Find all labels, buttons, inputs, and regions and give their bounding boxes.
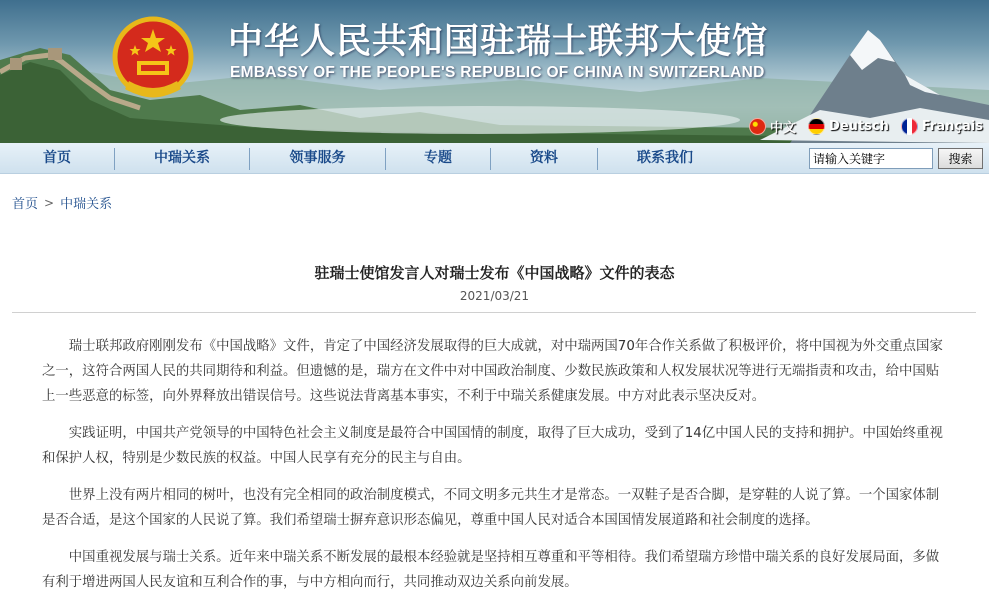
article-title: 驻瑞士使馆发言人对瑞士发布《中国战略》文件的表态 (314, 264, 675, 282)
language-label: Deutsch (829, 119, 889, 134)
article-body (42, 334, 947, 592)
language-label: 中文 (770, 121, 797, 136)
search-input[interactable] (809, 148, 933, 169)
article-date: 2021/03/21 (459, 289, 530, 303)
search-button[interactable]: 搜索 (938, 148, 983, 169)
embassy-title-english: EMBASSY OF THE PEOPLE'S REPUBLIC OF CHINA IN SWITZERLAND (230, 64, 765, 81)
header-banner (0, 0, 989, 143)
nav-item-consular-services[interactable]: 领事服务 (289, 150, 346, 166)
france-flag-icon (901, 118, 918, 135)
breadcrumb-home-link[interactable]: 首页 (12, 197, 39, 212)
national-emblem-logo (111, 15, 196, 105)
language-german-link[interactable] (808, 118, 889, 135)
breadcrumb (12, 193, 112, 212)
article-paragraph: 实践证明，中国共产党领导的中国特色社会主义制度是最符合中国国情的制度，取得了巨大成功，受到了14亿中国人民的支持和拥护。中国始终重视和保护人权，特别是少数民族的权益。中国人民享有充分的民主与自由。 (42, 426, 943, 466)
nav-item-china-swiss-relations[interactable]: 中瑞关系 (154, 150, 210, 166)
germany-flag-icon (808, 118, 825, 135)
nav-item-topics[interactable]: 专题 (424, 150, 452, 166)
embassy-title-chinese: 中华人民共和国驻瑞士联邦大使馆 (228, 22, 769, 62)
nav-item-home[interactable]: 首页 (43, 150, 71, 166)
china-flag-icon (749, 118, 766, 135)
breadcrumb-separator: > (44, 195, 55, 210)
nav-item-resources[interactable]: 资料 (530, 150, 558, 166)
language-label: Français (921, 119, 983, 134)
language-switcher (749, 117, 983, 136)
nav-item-contact-us[interactable]: 联系我们 (637, 150, 693, 166)
breadcrumb-current-link[interactable]: 中瑞关系 (60, 197, 113, 212)
article-paragraph: 中国重视发展与瑞士关系。近年来中瑞关系不断发展的最根本经验就是坚持相互尊重和平等相待。我们希望瑞方珍惜中瑞关系的良好发展局面，多做有利于增进两国人民友谊和互利合作的事，与中方相向而行，共同推动双边关系向前发展。 (42, 550, 940, 590)
language-chinese-link[interactable] (749, 117, 796, 136)
article-divider (12, 312, 976, 313)
language-french-link[interactable] (901, 118, 983, 135)
article-paragraph: 世界上没有两片相同的树叶，也没有完全相同的政治制度模式，不同文明多元共生才是常态。一双鞋子是否合脚，是穿鞋的人说了算。一个国家体制是否合适，是这个国家的人民说了算。我们希望瑞士摒弃意识形态偏见，尊重中国人民对适合本国国情发展道路和社会制度的选择。 (42, 488, 940, 528)
article-paragraph: 瑞士联邦政府刚刚发布《中国战略》文件，肯定了中国经济发展取得的巨大成就，对中瑞两国70年合作关系做了积极评价，将中国视为外交重点国家之一，这符合两国人民的共同期待和利益。但遗憾的是，瑞方在文件中对中国政治制度、少数民族政策和人权发展状况等进行无端指责和攻击，给中国贴上一些恶意的标签，向外界释放出错误信号。这些说法背离基本事实，不利于中瑞关系健康发展。中方对此表示坚决反对。 (42, 339, 943, 404)
